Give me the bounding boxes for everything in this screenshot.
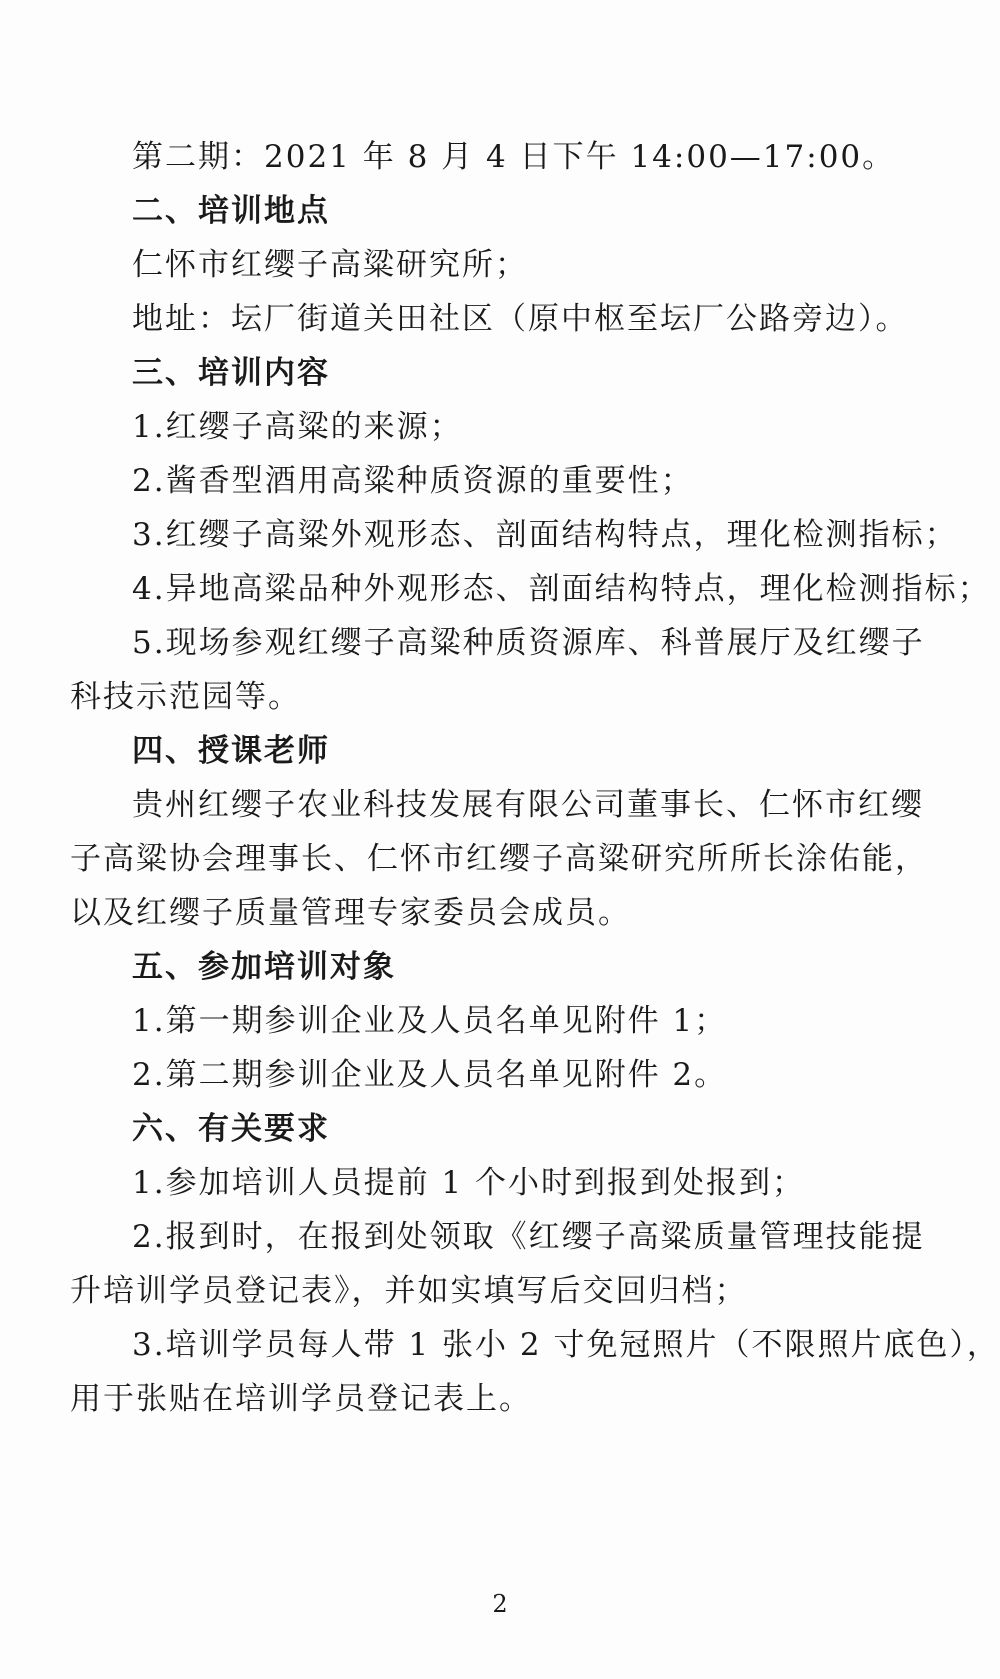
document-body <box>70 130 1000 1426</box>
page-number: 2 <box>492 1590 508 1618</box>
list-item: 1.红缨子高粱的来源； <box>132 409 463 445</box>
list-item: 1.参加培训人员提前 1 个小时到报到处报到； <box>132 1165 806 1201</box>
section-heading: 二、培训地点 <box>132 193 330 229</box>
text-line: 科技示范园等。 <box>70 679 301 715</box>
list-item: 2.酱香型酒用高粱种质资源的重要性； <box>132 463 694 499</box>
list-item: 3.红缨子高粱外观形态、剖面结构特点，理化检测指标； <box>132 517 958 553</box>
list-item: 4.异地高粱品种外观形态、剖面结构特点，理化检测指标； <box>132 571 991 607</box>
section-heading: 三、培训内容 <box>132 355 330 391</box>
section-heading: 四、授课老师 <box>132 733 330 769</box>
section-heading: 五、参加培训对象 <box>132 949 396 985</box>
text-line: 贵州红缨子农业科技发展有限公司董事长、仁怀市红缨 <box>132 787 924 823</box>
list-item: 2.报到时，在报到处领取《红缨子高粱质量管理技能提 <box>132 1219 925 1255</box>
text-line: 升培训学员登记表》，并如实填写后交回归档； <box>70 1273 748 1309</box>
text-line: 用于张贴在培训学员登记表上。 <box>70 1381 532 1417</box>
text-line: 以及红缨子质量管理专家委员会成员。 <box>70 895 631 931</box>
list-item: 5.现场参观红缨子高粱种质资源库、科普展厅及红缨子 <box>132 625 925 661</box>
text-line: 子高粱协会理事长、仁怀市红缨子高粱研究所所长涂佑能， <box>70 841 928 877</box>
text-line: 第二期：2021 年 8 月 4 日下午 14:00—17:00。 <box>132 139 896 175</box>
section-heading: 六、有关要求 <box>132 1111 330 1147</box>
text-line: 地址：坛厂街道关田社区（原中枢至坛厂公路旁边）。 <box>132 301 909 337</box>
list-item: 1.第一期参训企业及人员名单见附件 1； <box>132 1003 728 1039</box>
text-line: 仁怀市红缨子高粱研究所； <box>132 247 528 283</box>
list-item: 3.培训学员每人带 1 张小 2 寸免冠照片（不限照片底色）， <box>132 1327 1000 1363</box>
list-item: 2.第二期参训企业及人员名单见附件 2。 <box>132 1057 728 1093</box>
